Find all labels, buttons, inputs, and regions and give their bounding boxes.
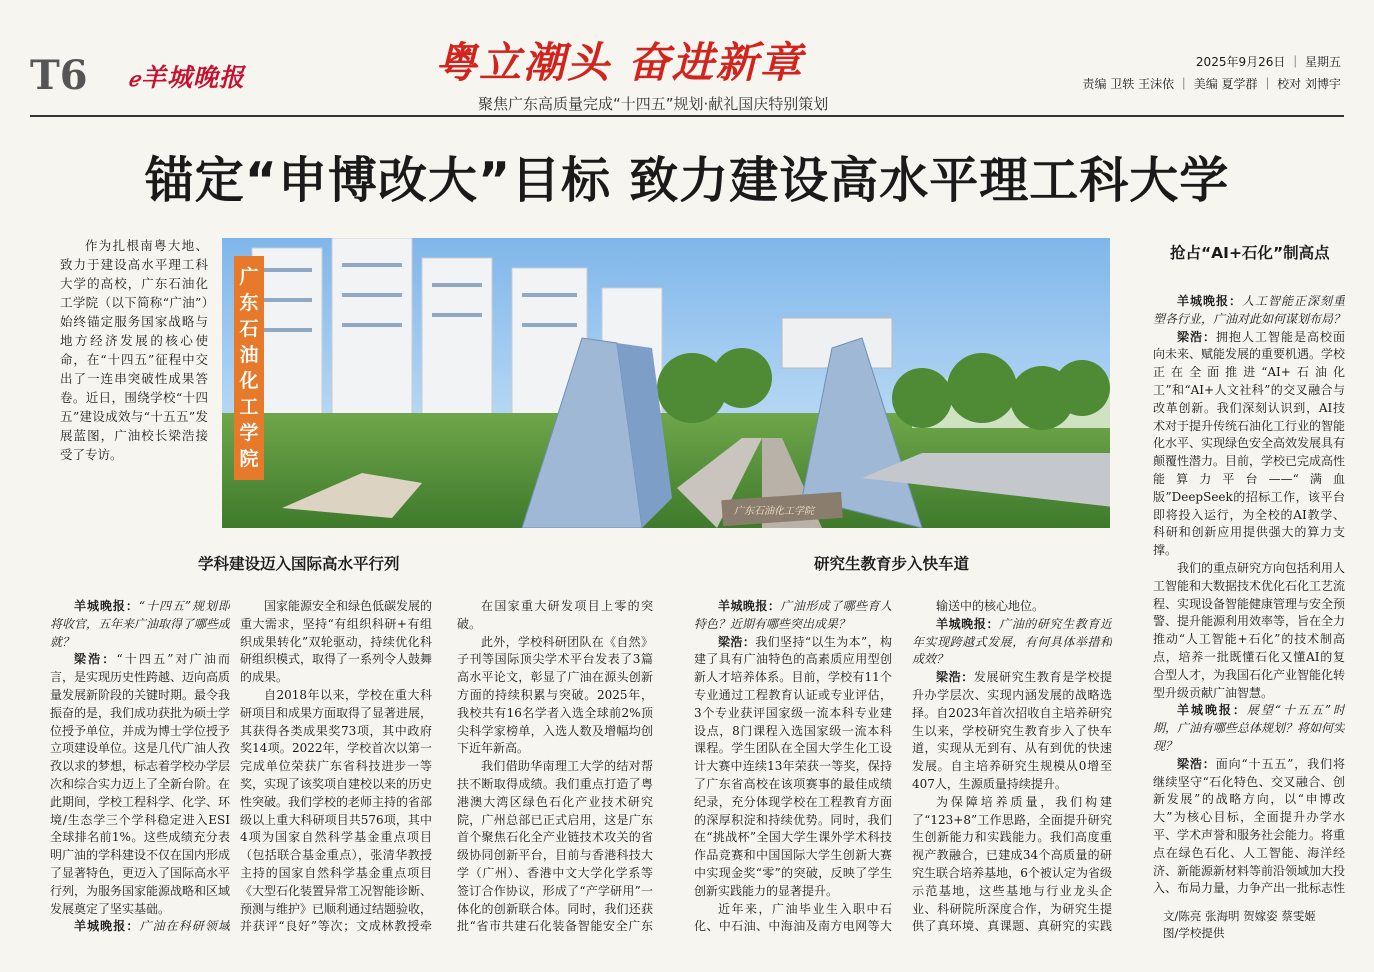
- section-title-ai: 抢占“AI+石化”制高点: [1170, 244, 1330, 262]
- body-paragraph: [240, 598, 432, 687]
- paragraph-text: 此外，学校科研团队在《自然》子刊等国际顶尖学术平台发表了3篇高水平论文，彰显了广油在源头创新方面的持续积累与突破。2025年，我校共有16名学者入选全球前2%顶尖科学家榜单，入选人数及增幅均创下近年新高。: [457, 634, 653, 756]
- article-lead: 作为扎根南粤大地、致力于建设高水平理工科大学的高校，广东石油化工学院（以下简称“广油”）始终锚定服务国家战略与地方经济发展的核心使命，在“十四五”征程中交出了一连串突破性成果答卷。近日，围绕学校“十四五”建设成效与“十五五”发展蓝图，广油校长梁浩接受了专访。: [60, 238, 208, 462]
- gate-plaque-text: 广东石油化工学院: [734, 506, 814, 517]
- banner-title: 粤立潮头 奋进新章: [435, 38, 804, 87]
- newspaper-name: 羊城晚报: [140, 63, 245, 92]
- interview-answer: [912, 669, 1112, 794]
- body-paragraph: [1153, 560, 1345, 702]
- interview-question: [50, 918, 230, 936]
- speaker-label: 羊城晚报：: [936, 616, 1000, 631]
- article-column-4: [694, 598, 892, 936]
- body-paragraph: [912, 598, 1112, 616]
- speaker-label: 羊城晚报：: [718, 599, 781, 613]
- editor-credits: 责编 卫轶 王沫依 ｜ 美编 夏学群 ｜ 校对 刘博宇: [1082, 77, 1341, 91]
- paragraph-text: 为保障培养质量，我们构建了“123+8”工作思路，全面提升研究生创新能力和实践能力。我们高度重视产教融合，已建成34个高质量的研究生联合培养基地，6个被认定为省级示范基地，这些基地与行业龙头企业、科研院所深度合作，为研究生提供了真环境、真课题、真研究的实践: [912, 794, 1112, 934]
- byline: [1163, 908, 1316, 942]
- article-headline: 锚定“申博改大”目标 致力建设高水平理工科大学: [144, 152, 1230, 209]
- article-column-1: [50, 598, 230, 936]
- article-column-3: [457, 598, 653, 936]
- speaker-label: 羊城晚报：: [74, 599, 139, 613]
- header-divider: [30, 115, 1344, 117]
- paragraph-text: 拥抱人工智能是高校面向未来、赋能发展的重要机遇。学校正在全面推进“AI+石油化工”和“AI+人文社科”的交叉融合与改革创新。我们深刻认识到，AI技术对于提升传统石油化工行业的智能化水平、实现绿色安全高效发展具有颠覆性潜力。目前，学校已完成高性能算力平台——“满血版”DeepSeek的招标工作，该平台即将投入运行，为全校的AI教学、科研和创新应用提供强大的算力支撑。: [1153, 329, 1345, 558]
- paragraph-text: 展望“十五五”时期，广油有哪些总体规划？将如何实现？: [1153, 703, 1345, 753]
- interview-answer: [1153, 756, 1345, 899]
- paragraph-text: 广油的研究生教育近年实现跨越式发展，有何具体举措和成效？: [912, 616, 1112, 667]
- interview-question: [912, 616, 1112, 669]
- paragraph-text: 人工智能正深刻重塑各行业，广油对此如何谋划布局？: [1153, 294, 1345, 326]
- interview-question: [50, 598, 230, 651]
- byline-photo-credit: 图/学校提供: [1163, 926, 1225, 940]
- interview-answer: [694, 634, 892, 901]
- campus-photo: [222, 238, 1110, 528]
- section-title-graduate: 研究生教育步入快车道: [814, 555, 970, 573]
- speaker-label: 羊城晚报：: [1177, 294, 1242, 308]
- paragraph-text: “十四五”规划即将收官，五年来广油取得了哪些成就？: [50, 599, 230, 649]
- interview-question: [694, 598, 892, 634]
- body-paragraph: [457, 598, 653, 634]
- body-paragraph: [457, 758, 653, 936]
- speaker-label: 梁浩：: [936, 670, 974, 685]
- paragraph-text: 国家能源安全和绿色低碳发展的重大需求，坚持“有组织科研+有组织成果转化”双轮驱动，持续优化科研组织模式，取得了一系列令人鼓舞的成果。: [240, 599, 432, 685]
- interview-answer: [1153, 329, 1345, 560]
- newspaper-logo: [128, 58, 245, 94]
- speaker-label: 梁浩：: [74, 652, 117, 667]
- paragraph-text: 广油在科研领域: [139, 919, 230, 934]
- paragraph-text: 近年来，广油毕业生入职中石化、中石油、中海油及南方电网等大: [694, 901, 892, 934]
- section-title-discipline: 学科建设迈入国际高水平行列: [198, 555, 400, 573]
- campus-gate-illustration: [222, 238, 1110, 528]
- photo-vertical-label: 广东石油化工学院: [234, 256, 264, 480]
- logo-mark-icon: ℯ: [128, 67, 141, 91]
- paragraph-text: 在国家重大研发项目上零的突破。: [457, 599, 653, 631]
- paragraph-text: 我们借助华南理工大学的结对帮扶不断取得成绩。我们重点打造了粤港澳大湾区绿色石化产业技术研究院，广州总部已正式启用，这是广东首个聚焦石化全产业链技术攻关的省级协同创新平台，目前与香港科技大学（广州）、香港中文大学化学系等签订合作协议，形成了“产学研用”一体化的创新联合体。同时，我们还获批“省市共建石化装备智能安全广东: [457, 759, 653, 934]
- paragraph-text: 我们的重点研究方向包括利用人工智能和大数据技术优化石化工艺流程、实现设备智能健康管理与安全预警、提升能源利用效率等，旨在全力推动“人工智能+石化”的技术制高点，培养一批既懂石化又懂AI的复合型人才，为我国石化产业智能化转型升级贡献广油智慧。: [1153, 560, 1345, 700]
- speaker-label: 梁浩：: [1177, 756, 1216, 771]
- interview-answer: [50, 651, 230, 918]
- article-column-6: [1153, 293, 1345, 899]
- speaker-label: 羊城晚报：: [74, 919, 140, 934]
- speaker-label: 羊城晚报：: [1177, 703, 1247, 718]
- speaker-label: 梁浩：: [718, 634, 756, 649]
- interview-question: [1153, 702, 1345, 755]
- paragraph-text: 广油形成了哪些育人特色？近期有哪些突出成果？: [694, 599, 892, 631]
- speaker-label: 梁浩：: [1177, 329, 1216, 344]
- paragraph-text: 自2018年以来，学校在重大科研项目和成果方面取得了显著进展，其获得各类成果奖73项，其中政府奖14项。2022年，学校首次以第一完成单位荣获广东省科技进步一等奖，实现了该奖项自建校以来的历史性突破。我们学校的老师主持的省部级以上重大科研项目共576项，其中4项为国家自然科学基金重点项目（包括联合基金重点），张清华教授主持的国家自然科学基金重点项目《大型石化装置异常工况智能诊断、预测与维护》已顺利通过结题验收，并获评“良好”等次；文成林教授牵: [240, 687, 432, 934]
- issue-date: 2025年9月26日 ｜ 星期五: [1195, 55, 1341, 69]
- article-column-5: [912, 598, 1112, 936]
- paragraph-text: “十四五”对广油而言，是实现历史性跨越、迈向高质量发展新阶段的关键时期。最令我振奋的是，我们成功获批为硕士学位授予单位，并成为博士学位授予立项建设单位。这是几代广油人孜孜以求的梦想，标志着学校办学层次和综合实力迈上了全新台阶。在此期间，学校工程科学、化学、环境/生态学三个学科稳定进入ESI全球排名前1%。这些成绩充分表明广油的学科建设不仅在国内形成了显著特色，更迈入了国际高水平行列，为服务国家能源战略和区域发展奠定了坚实基础。: [50, 652, 230, 916]
- byline-authors: 文/陈亮 张海明 贺嫁姿 蔡雯姬: [1163, 909, 1316, 923]
- body-paragraph: [240, 687, 432, 936]
- interview-question: [1153, 293, 1345, 329]
- article-column-2: [240, 598, 432, 936]
- body-paragraph: [912, 794, 1112, 936]
- body-paragraph: [694, 901, 892, 936]
- paragraph-text: 发展研究生教育是学校提升办学层次、实现内涵发展的战略选择。自2023年首次招收自主培养研究生以来，学校研究生教育步入了快车道，实现从无到有、从有到优的快速发展。自主培养研究生规模从0增至407人，生源质量持续提升。: [912, 670, 1112, 791]
- paragraph-text: 我们坚持“以生为本”，构建了具有广油特色的高素质应用型创新人才培养体系。目前，学校有11个专业通过工程教育认证或专业评估，3个专业获评国家级一流本科专业建设点，8门课程入选国家级一流本科课程。学生团队在全国大学生化工设计大赛中连续13年荣获一等奖，保持了广东省高校在该项赛事的最佳成绩纪录，充分体现学校在工程教育方面的深厚积淀和持续优势。同时，我们在“挑战杯”全国大学生课外学术科技作品竞赛和中国国际大学生创新大赛中实现金奖“零”的突破，反映了学生创新实践能力的显著提升。: [694, 634, 892, 898]
- banner-subtitle: 聚焦广东高质量完成“十四五”规划·献礼国庆特别策划: [478, 95, 829, 113]
- paragraph-text: 面向“十五五”，我们将继续坚守“石化特色、交叉融合、创新发展”的战略方向，以“申博改大”为核心目标，全面提升办学水平、学术声誉和服务社会能力。将重点在绿色石化、人工智能、海洋经济、新能源新材料等前沿领域加大投入、布局力量，力争产出一批标志性: [1153, 756, 1345, 896]
- body-paragraph: [457, 634, 653, 759]
- paragraph-text: 输送中的核心地位。: [936, 599, 1045, 613]
- page-number: T6: [30, 52, 88, 99]
